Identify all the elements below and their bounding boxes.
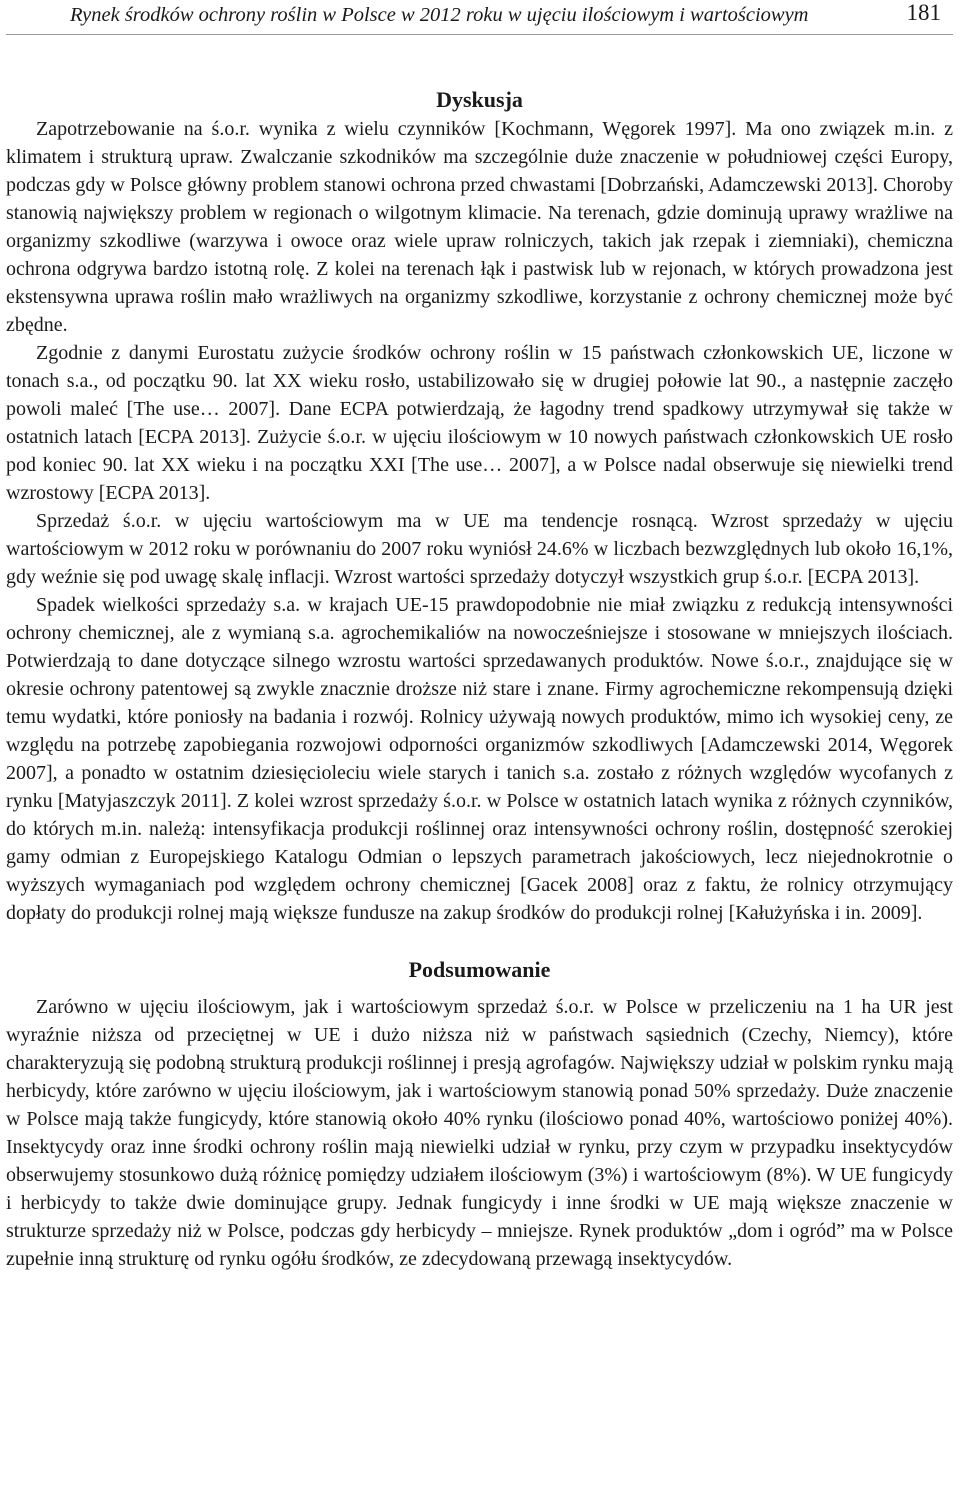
running-header xyxy=(6,0,953,34)
summary-section xyxy=(6,955,953,1273)
discussion-paragraph-1: Zapotrzebowanie na ś.o.r. wynika z wielu czynników [Kochmann, Węgorek 1997]. Ma ono związek m.in. z klimatem i strukturą upraw. Zwalczanie szkodników ma szczególnie duże znaczenie w południowej części Europy, podczas gdy w Polsce główny problem stanowi ochrona przed chwastami [Dobrzański, Adamczewski 2013]. Choroby stanowią największy problem w regionach o wilgotnym klimacie. Na terenach, gdzie dominują uprawy wrażliwe na organizmy szkodliwe (warzywa i owoce oraz wiele upraw rolniczych, takich jak rzepak i ziemniaki), chemiczna ochrona odgrywa bardzo istotną rolę. Z kolei na terenach łąk i pastwisk lub w rejonach, w których prowadzona jest ekstensywna uprawa roślin mało wrażliwych na organizmy szkodliwe, korzystanie z ochrony chemicznej może być zbędne. xyxy=(6,118,954,336)
header-rule xyxy=(6,34,953,35)
discussion-section xyxy=(6,85,953,927)
summary-paragraph-1: Zarówno w ujęciu ilościowym, jak i wartościowym sprzedaż ś.o.r. w Polsce w przeliczeniu na 1 ha UR jest wyraźnie niższa od przeciętnej w UE i dużo niższa niż w państwach sąsiednich (Czechy, Niemcy), które charakteryzują się podobną strukturą produkcji roślinnej i presją agrofagów. Największy udział w polskim rynku mają herbicydy, które zarówno w ujęciu ilościowym, jak i wartościowym stanowią ponad 50% sprzedaży. Duże znaczenie w Polsce mają także fungicydy, które stanowią około 40% rynku (ilościowo ponad 40%, wartościowo poniżej 40%). Insektycydy oraz inne środki ochrony roślin mają niewielki udział w rynku, przy czym w przypadku insektycydów obserwujemy stosunkowo dużą różnicę pomiędzy udziałem ilościowym (3%) i wartościowym (8%). W UE fungicydy i herbicydy to także dwie dominujące grupy. Jednak fungicydy i inne środki w UE mają większe znaczenie w strukturze sprzedaży niż w Polsce, podczas gdy herbicydy – mniejsze. Rynek produktów „dom i ogród” ma w Polsce zupełnie inną strukturę od rynku ogółu środków, ze zdecydowaną przewagą insektycydów. xyxy=(6,996,953,1270)
running-title: Rynek środków ochrony roślin w Polsce w 2012 roku w ujęciu ilościowym i wartościowym xyxy=(70,4,809,26)
page-number: 181 xyxy=(906,0,941,25)
discussion-paragraph-2: Zgodnie z danymi Eurostatu zużycie środków ochrony roślin w 15 państwach członkowskich UE, liczone w tonach s.a., od początku 90. lat XX wieku rosło, ustabilizowało się w drugiej połowie lat 90., a następnie zaczęło powoli maleć [The use… 2007]. Dane ECPA potwierdzają, że łagodny trend spadkowy utrzymywał się także w ostatnich latach [ECPA 2013]. Zużycie ś.o.r. w ujęciu ilościowym w 10 nowych państwach członkowskich UE rosło pod koniec 90. lat XX wieku i na początku XXI [The use… 2007], a w Polsce nadal obserwuje się niewielki trend wzrostowy [ECPA 2013]. xyxy=(6,342,953,504)
section-heading-summary: Podsumowanie xyxy=(408,957,551,982)
section-heading-discussion: Dyskusja xyxy=(436,87,523,112)
discussion-paragraph-3: Sprzedaż ś.o.r. w ujęciu wartościowym ma w UE ma tendencje rosnącą. Wzrost sprzedaży w ujęciu wartościowym w 2012 roku w porównaniu do 2007 roku wyniósł 24.6% w liczbach bezwzględnych lub około 16,1%, gdy weźnie się pod uwagę skalę inflacji. Wzrost wartości sprzedaży dotyczył wszystkich grup ś.o.r. [ECPA 2013]. xyxy=(6,510,953,588)
discussion-paragraph-4: Spadek wielkości sprzedaży s.a. w krajach UE-15 prawdopodobnie nie miał związku z redukcją intensywności ochrony chemicznej, ale z wymianą s.a. agrochemikaliów na nowocześniejsze i stosowane w mniejszych ilościach. Potwierdzają to dane dotyczące silnego wzrostu wartości sprzedawanych produktów. Nowe ś.o.r., znajdujące się w okresie ochrony patentowej są zwykle znacznie droższe niż stare i znane. Firmy agrochemiczne rekompensują dzięki temu wydatki, które poniosły na badania i rozwój. Rolnicy używają nowych produktów, mimo ich wysokiej ceny, ze względu na potrzebę zapobiegania rozwojowi odporności organizmów szkodliwych [Adamczewski 2014, Węgorek 2007], a ponadto w ostatnim dziesięcioleciu wiele starych i tanich s.a. zostało z różnych względów wycofanych z rynku [Matyjaszczyk 2011]. Z kolei wzrost sprzedaży ś.o.r. w Polsce w ostatnich latach wynika z różnych czynników, do których m.in. należą: intensyfikacja produkcji roślinnej oraz intensywności ochrony roślin, dostępność szerokiej gamy odmian z Europejskiego Katalogu Odmian o lepszych parametrach jakościowych, lecz niejednokrotnie o wyższych wymaganiach pod względem ochrony chemicznej [Gacek 2008] oraz z faktu, że rolnicy otrzymujący dopłaty do produkcji rolnej mają większe fundusze na zakup środków do produkcji rolnej [Kałużyńska i in. 2009]. xyxy=(6,594,953,924)
